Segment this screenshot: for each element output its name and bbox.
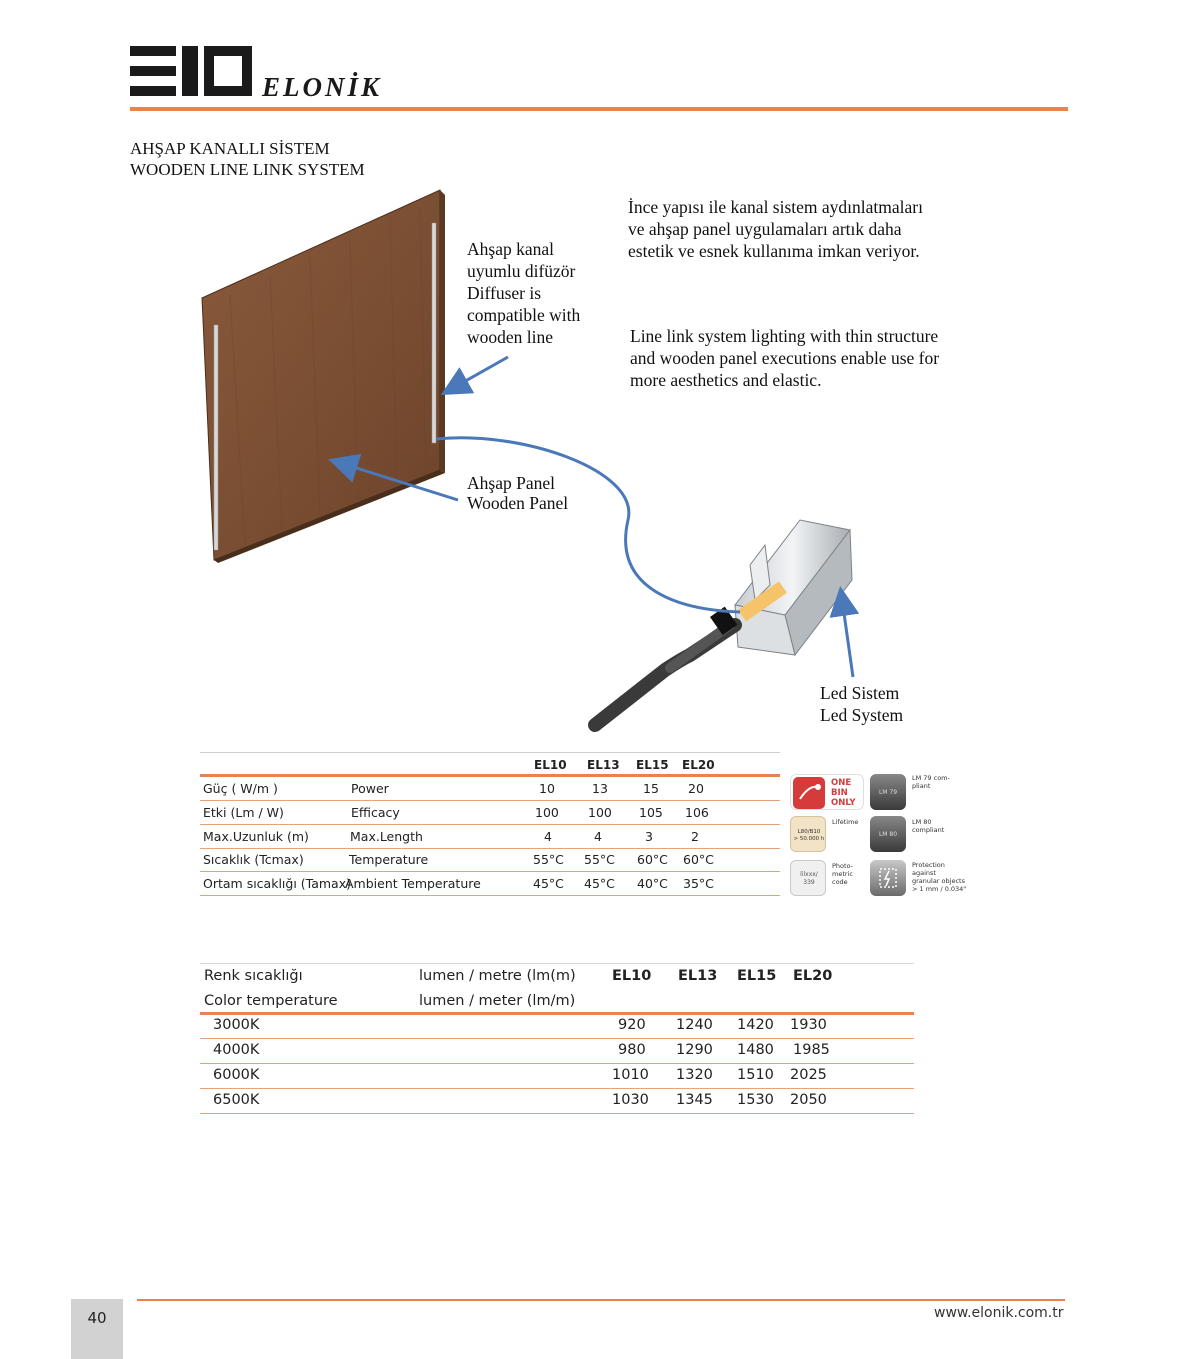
col-el10: EL10	[612, 968, 652, 984]
spec-value: 15	[643, 781, 659, 796]
spec-label-en: Max.Length	[350, 829, 423, 844]
lumen-value: 920	[618, 1017, 646, 1033]
spec-label-tr: Max.Uzunluk (m)	[203, 829, 309, 844]
description-turkish: İnce yapısı ile kanal sistem aydınlatmaları ve ahşap panel uygulamaları artık daha estetik ve esnek kullanıma imkan veriyor.	[628, 197, 923, 261]
led-callout: Led Sistem Led System	[820, 683, 904, 725]
color-temperature-table	[200, 963, 914, 1118]
lumen-value: 1240	[676, 1017, 713, 1033]
temp-label: 3000K	[213, 1017, 260, 1033]
spec-label-tr: Etki (Lm / W)	[203, 805, 284, 820]
lumen-value: 1345	[676, 1092, 713, 1108]
lumen-value: 1930	[790, 1017, 827, 1033]
spec-value: 106	[685, 805, 709, 820]
lumen-value: 1510	[737, 1067, 774, 1083]
lm79-caption: LM 79 com- pliant	[912, 774, 950, 790]
lumen-value: 1420	[737, 1017, 774, 1033]
lm79-icon: LM 79	[870, 774, 906, 810]
header-unit-tr: lumen / metre (lm(m)	[419, 968, 576, 984]
page-number: 40	[87, 1309, 107, 1327]
spec-value: 2	[691, 829, 699, 844]
spec-value: 55°C	[533, 852, 564, 867]
spec-value: 60°C	[683, 852, 714, 867]
header-color-temp-en: Color temperature	[204, 993, 338, 1009]
col-el15: EL15	[636, 758, 669, 772]
lumen-value: 1030	[612, 1092, 649, 1108]
spec-label-en: Ambient Temperature	[345, 876, 481, 891]
photometric-caption: Photo- metric code	[832, 862, 854, 886]
title-turkish: AHŞAP KANALLI SİSTEM	[130, 139, 330, 158]
spec-value: 45°C	[584, 876, 615, 891]
spec-label-tr: Güç ( W/m )	[203, 781, 278, 796]
protection-caption: Protection against granular objects > 1 mm / 0.034"	[912, 861, 967, 893]
spec-value: 40°C	[637, 876, 668, 891]
lumen-value: 1290	[676, 1042, 713, 1058]
protection-icon	[870, 860, 906, 896]
lifetime-caption: Lifetime	[832, 818, 859, 826]
spec-value: 3	[645, 829, 653, 844]
spec-value: 55°C	[584, 852, 615, 867]
page-number-box	[71, 1299, 123, 1359]
photometric-icon: lilxxx/ 339	[790, 860, 826, 896]
col-el13: EL13	[678, 968, 718, 984]
description-english: Line link system lighting with thin structure and wooden panel executions enable use for more aesthetics and elastic.	[630, 326, 940, 390]
spec-value: 100	[535, 805, 559, 820]
temp-label: 6500K	[213, 1092, 260, 1108]
lifetime-icon: L80/B10 > 50.000 h	[790, 816, 826, 852]
lumen-value: 1985	[793, 1042, 830, 1058]
lumen-value: 980	[618, 1042, 646, 1058]
spec-label-en: Efficacy	[351, 805, 400, 820]
certification-icons	[788, 772, 968, 902]
spec-value: 35°C	[683, 876, 714, 891]
spec-label-tr: Sıcaklık (Tcmax)	[203, 852, 304, 867]
brand-name: ELONİK	[262, 72, 383, 102]
footer-divider	[137, 1299, 1065, 1301]
spec-value: 10	[539, 781, 555, 796]
one-bin-icon	[793, 777, 825, 809]
lumen-value: 1480	[737, 1042, 774, 1058]
panel-callout: Ahşap Panel Wooden Panel	[467, 473, 569, 513]
spec-value: 4	[544, 829, 552, 844]
spec-value: 20	[688, 781, 704, 796]
spec-value: 45°C	[533, 876, 564, 891]
temp-label: 4000K	[213, 1042, 260, 1058]
spec-value: 13	[592, 781, 608, 796]
lm80-caption: LM 80 compliant	[912, 818, 945, 834]
spec-table	[200, 752, 780, 897]
spec-label-en: Power	[351, 781, 389, 796]
spec-value: 100	[588, 805, 612, 820]
lumen-value: 2050	[790, 1092, 827, 1108]
temp-label: 6000K	[213, 1067, 260, 1083]
spec-value: 105	[639, 805, 663, 820]
lumen-value: 1320	[676, 1067, 713, 1083]
col-el20: EL20	[793, 968, 833, 984]
spec-label-tr: Ortam sıcaklığı (Tamax)	[203, 876, 351, 891]
header-color-temp-tr: Renk sıcaklığı	[204, 968, 303, 984]
col-el13: EL13	[587, 758, 620, 772]
col-el15: EL15	[737, 968, 777, 984]
col-el20: EL20	[682, 758, 715, 772]
lm80-icon: LM 80	[870, 816, 906, 852]
title-english: WOODEN LINE LINK SYSTEM	[130, 160, 365, 179]
lumen-value: 1010	[612, 1067, 649, 1083]
lumen-value: 2025	[790, 1067, 827, 1083]
col-el10: EL10	[534, 758, 567, 772]
diffuser-callout: Ahşap kanal uyumlu difüzör Diffuser is compatible with wooden line	[467, 239, 581, 347]
spec-value: 60°C	[637, 852, 668, 867]
website-link[interactable]: www.elonik.com.tr	[934, 1305, 1064, 1321]
lumen-value: 1530	[737, 1092, 774, 1108]
one-bin-only-badge: ONE BIN ONLY	[790, 774, 864, 810]
spec-label-en: Temperature	[349, 852, 429, 867]
header-unit-en: lumen / meter (lm/m)	[419, 993, 576, 1009]
spec-value: 4	[594, 829, 602, 844]
